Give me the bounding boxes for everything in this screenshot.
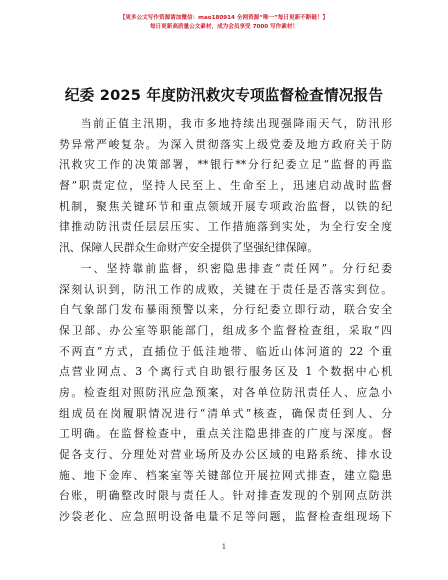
document-body xyxy=(59,114,392,528)
text-line: 台账，明确整改时限与责任人。针对排查发现的个别网点防洪 xyxy=(59,489,392,503)
text-line: 组成员在岗履职情况进行“清单式”核查，确保责任到人、分 xyxy=(59,406,392,420)
text-line: 汛救灾工作的决策部署，**银行**分行纪委立足“监督的再监 xyxy=(59,158,392,172)
text-line: 沙袋老化、应急照明设备电量不足等问题，监督检查组现场下 xyxy=(59,510,392,524)
text-line: 汛、保障人民群众生命财产安全提供了坚强纪律保障。 xyxy=(59,241,319,255)
text-line: 督”职责定位，坚持人民至上、生命至上，迅速启动战时监督 xyxy=(59,179,392,193)
text-line: 不两直”方式，直插位于低洼地带、临近山体河道的 22 个重 xyxy=(59,344,392,358)
text-line: 点营业网点、3 个离行式自助银行服务区及 1 个数据中心机 xyxy=(59,365,392,379)
text-line: 律推动防汛责任层层压实、工作措施落到实处，为全行安全度 xyxy=(59,220,392,234)
text-line: 保卫部、办公室等职能部门，组成多个监督检查组，采取“四 xyxy=(59,323,392,337)
text-line: 工明确。在监督检查中，重点关注隐患排查的广度与深度。督 xyxy=(59,427,392,441)
text-line: 房。检查组对照防汛应急预案，对各单位防汛责任人、应急小 xyxy=(59,385,392,399)
promo-notice xyxy=(0,14,448,32)
text-line: 当前正值主汛期，我市多地持续出现强降雨天气，防汛形 xyxy=(80,117,392,130)
text-line: 机制，聚焦关键环节和重点领域开展专项政治监督，以铁的纪 xyxy=(59,199,392,213)
text-line: 势异常严峻复杂。为深入贯彻落实上级党委及地方政府关于防 xyxy=(59,137,392,151)
promo-notice-line-1: 【更多公文写作资源请加微信：mao180914 全网资源“唯一”每日更新不断链！】 xyxy=(119,15,329,21)
text-line: 一、坚持靠前监督，织密隐患排查“责任网”。分行纪委 xyxy=(80,261,392,275)
paragraph-intro xyxy=(59,114,392,259)
promo-notice-line-2: 每日更新高质量公文素材，成为会员享受 7000 写作素材！ xyxy=(149,24,299,30)
paragraph-section-1 xyxy=(59,259,392,528)
document-title: 纪委 2025 年度防汛救灾专项监督检查情况报告 xyxy=(64,87,384,104)
text-line: 自气象部门发布暴雨预警以来，分行纪委立即行动，联合安全 xyxy=(59,303,392,317)
text-line: 促各支行、分理处对营业场所及办公区域的电路系统、排水设 xyxy=(59,448,392,461)
page-number: 1 xyxy=(221,543,227,551)
text-line: 施、地下金库、档案室等关键部位开展拉网式排查，建立隐患 xyxy=(59,468,392,482)
text-line: 深刻认识到，防汛工作的成败，关键在于责任是否落实到位。 xyxy=(59,282,392,296)
